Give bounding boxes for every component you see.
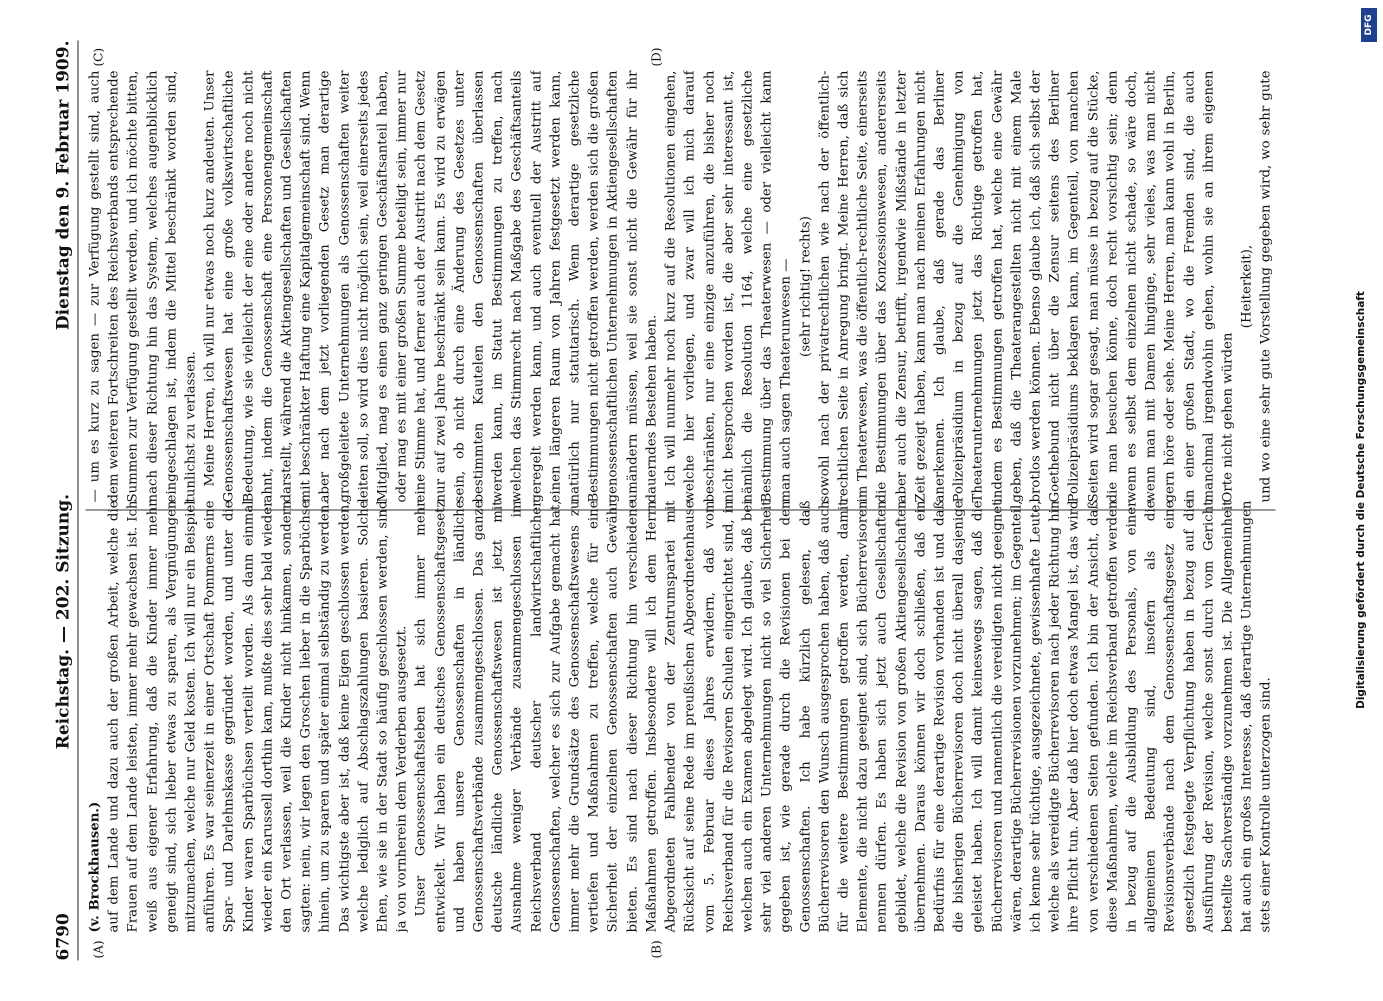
header-rule (78, 41, 79, 961)
dfg-logo-text: DFG (1364, 14, 1374, 36)
page-header (48, 41, 74, 961)
paragraph: auf dem Lande und dazu auch der großen Arbeit, welche die Frauen auf dem Lande leisten, immer mehr gewachsen ist. Ich weiß aus eigener Erfahrung, daß die Kinder immer mehr geneigt sind, sich lieber etwas zu sparen, als Vergnügungen mitzumachen, welche nur Geld kosten. Ich will nur ein Beispiel anführen. Es war seinerzeit in einer Ortschaft Pommerns eine Spar- und Darlehnskasse gegründet worden, und unter die Kinder waren Sparbüchsen verteilt worden. Als dann einmal wieder ein Karussell dorthin kam, mußte dies sehr bald wieder den Ort verlassen, weil die Kinder nicht hinkamen, sondern sagten: nein, wir legen den Groschen lieber in die Sparbüchse hinein, um zu sparen und später einmal selbständig zu werden. Das wichtigste aber ist, daß keine Eigen geschlossen werden, welche lediglich auf Abschlagszahlungen basieren. Solche Ehen, wie sie in der Stadt so häufig geschlossen werden, sind ja von vornherein dem Verderben ausgesetzt. (106, 500, 410, 933)
speaker-name: (v. Brockhausen.) (87, 801, 103, 933)
digitization-note-text: Digitalisierung gefördert durch die Deutsche Forschungsgemeinschaft (1355, 291, 1367, 709)
paragraph: sowohl nach der privatrechtlichen wie nach der öffentlich-rechtlichen Seite in Anregung bringt. Meine Herren, daß sich im Theaterwesen, was die öffentlich-rechtliche Seite, einerseits die Bestimmungen über das Konzessionswesen, andererseits aber auch die Zensur, betrifft, irgendwie Mißstände in letzter Zeit gezeigt haben, kann man nach meinen Erfahrungen nicht anerkennen. Ich glaube, daß gerade das Berliner Polizeipräsidium in bezug auf die Genehmigung von Theaterunternehmungen jetzt das Richtige getroffen hat, indem es Bestimmungen getroffen hat, welche eine Gewähr geben, daß die Theaterangestellten nicht mit einem Male brotlos werden können. Ebenso glaube ich, daß sich selbst der Goethebund nicht über die Zensur seitens des Berliner Polizeipräsidiums beklagen kann, im Gegenteil, von manchen Seiten wird sogar gesagt, man müsse in bezug auf die Stücke, die man besuchen könne, doch recht vorsichtig sein; denn wenn es selbst dem einzelnen nicht schade, so wäre doch, wenn man mit Damen hinginge, sehr vieles, was man nicht gern höre oder sehe. Meine Herren, man kann wohl in Berlin, in einer großen Stadt, wo die Fremden sind, die auch manchmal irgendwohin gehen, wohin sie an ihrem eigenen Orte nicht gehen würden (817, 70, 1236, 503)
interjection: (Heiterkeit), (1239, 244, 1255, 329)
margin-marker-a: (A) (91, 940, 106, 959)
margin-marker-c: (C) (91, 47, 106, 67)
margin-marker-b: (B) (649, 940, 664, 959)
paragraph: Unser Genossenschaftsleben hat sich immer mehr entwickelt. Wir haben ein deutsches Genossenschaftsgesetz und haben unsere Genossenschaften in ländliche Genossenschaftsverbände zusammengeschlossen. Das ganze deutsche ländliche Genossenschaftswesen ist jetzt mit Ausnahme weniger Verbände zusammengeschlossen im Reichsverband deutscher landwirtschaftlicher Genossenschaften, welcher es sich zur Aufgabe gemacht hat, immer mehr die Grundsätze des Genossenschaftswesens zu vertiefen und Maßnahmen zu treffen, welche für eine Sicherheit der einzelnen Genossenschaften auch Gewähr bieten. Es sind nach dieser Richtung hin verschiedene Maßnahmen getroffen. Insbesondere will ich dem Herrn Abgeordneten Fahlbender von der Zentrumspartei mit Rücksicht auf seine Rede im preußischen Abgeordnetenhause vom 5. Februar dieses Jahres erwidern, daß vom Reichsverband für die Revisoren Schulen eingerichtet sind, in welchen auch ein Examen abgelegt wird. Ich glaube, daß bei sehr viel anderen Unternehmungen nicht so viel Sicherheit gegeben ist, wie gerade durch die Revisionen bei den Genossenschaften. Ich habe kürzlich gelesen, daß Bücherrevisoren den Wunsch ausgesprochen haben, daß auch für die weitere Bestimmungen getroffen werden, damit Elemente, die nicht dazu geeignet sind, sich Bücherrevisoren nennen dürfen. Es haben sich jetzt auch Gesellschaften gebildet, welche die Revision von großen Aktiengesellschaften übernehmen. Daraus können wir doch schließen, daß ein Bedürfnis für eine derartige Revision vorhanden ist und daß die bisherigen Bücherrevisoren doch nicht überall dasjenige geleistet haben. Ich will damit keineswegs sagen, daß die Bücherrevisoren und namentlich die vereidigten nicht geeignet wären, derartige Bücherrevisionen vorzunehmen; im Gegenteil, ich kenne sehr tüchtige, ausgezeichnete, gewissenhafte Leute, welche als vereidigte Bücherrevisoren nach jeder Richtung hin ihre Pflicht tun. Aber daß hier doch etwas Mangel ist, das wird von verschiedenen Seiten gefunden. Ich bin der Ansicht, daß diese Maßnahmen, welche im Reichsverband getroffen werden in bezug auf die Ausbildung des Personals, von einer allgemeinen Bedeutung sind, insofern als die Revisionsverbände nach dem Genossenschaftsgesetz eine gesetzlich festgelegte Verpflichtung haben in bezug auf die Ausführung der Revision, welche sonst durch vom Gericht bestellte Sachverständige vorzunehmen ist. Die Allgemeinheit hat auch ein großes Interesse, daß derartige Unternehmungen stets einer Kontrolle unterzogen sind. (413, 500, 1274, 933)
paragraph: und wo eine sehr gute Vorstellung gegeben wird, wo sehr gute (1258, 70, 1274, 503)
margin-marker-d: (D) (649, 47, 664, 67)
paragraph: — um es kurz zu sagen — zur Verfügung gestellt sind, auch dem weiteren Fortschreiten des Reichsverbands entsprechende Summen zur Verfügung gestellt werden, und ich möchte bitten, nach dieser Richtung hin das System, welches augenblicklich eingeschlagen ist, indem die Mittel beschränkt worden sind, tunlichst zu verlassen. (87, 70, 199, 503)
digitization-note (1346, 0, 1376, 1000)
paragraph: Meine Herren, ich will nur etwas noch kurz andeuten. Unser Genossenschaftswesen hat eine große volkswirtschaftliche Bedeutung, wie sie vielleicht der eine oder andere noch nicht ahnt, indem die Genossenschaft eine Personengemeinschaft darstellt, während die Aktiengesellschaften und Gesellschaften mit beschränkter Haftung eine Kapitalgemeinschaft sind. Wenn aber nach dem jetzt vorliegenden Gesetz man derartige großgeleitete Unternehmungen als Genossenschaften weiter leiten soll, so wird dies nicht möglich sein, weil einerseits jedes Mitglied, mag es einen ganz geringen Geschäftsanteil haben, oder mag es mit einer großen Summe beteiligt sein, immer nur eine Stimme hat, und ferner auch der Austritt nach dem Gesetz nur auf zwei Jahre beschränkt sein kann. Es wird zu erwägen sein, ob nicht durch eine Änderung des Gesetzes unter bestimmten Kautelen den Genossenschaften überlassen werden kann, im Statut Bestimmungen zu treffen, nach welchen das Stimmrecht nach Maßgabe des Geschäftsanteils geregelt werden kann, und auch eventuell der Austritt auf einen längeren Raum von Jahren festgesetzt werden kann, natürlich nur statutarisch. Wenn derartige gesetzliche Bestimmungen nicht getroffen werden, werden sich die großen genossenschaftlichen Unternehmungen in Aktiengesellschaften umändern müssen, weil sie sonst nicht die Gewähr für ihr dauerndes Bestehen haben. (202, 70, 660, 503)
right-column (86, 71, 1276, 503)
paragraph: Ich will nunmehr noch kurz auf die Resolutionen eingehen, welche hier vorliegen, und zwar will ich mich darauf beschränken, nur eine einzige anzuführen, die bisher noch nicht besprochen worden ist, die aber sehr interessant ist, nämlich die Resolution 1164, welche eine gesetzliche Bestimmung über das Theaterwesen — oder vielleicht kann man auch sagen Theaterunwesen — (663, 70, 794, 503)
page-title: Reichstag. — 202. Sitzung. (53, 493, 74, 750)
rotated-page (0, 1, 1383, 1001)
interjection: (sehr richtig! rechts) (798, 216, 814, 357)
column-divider (86, 510, 1276, 511)
page-date: Dienstag den 9. Februar 1909. (53, 40, 74, 331)
page-number: 6790 (53, 913, 74, 961)
left-column (86, 501, 1276, 933)
